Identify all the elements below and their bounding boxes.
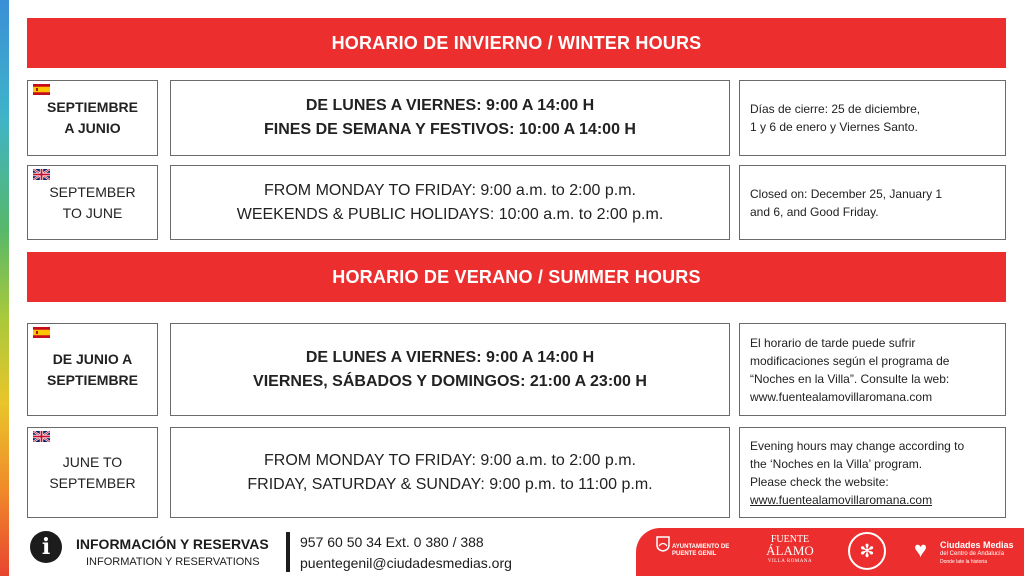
uk-flag-icon [33, 431, 50, 442]
period-line: DE JUNIO A [52, 350, 133, 367]
winter-en-period-text [38, 182, 148, 224]
logo-text: PUENTE GENIL [672, 551, 717, 557]
hours-line: DE LUNES A VIERNES: 9:00 A 14:00 H [305, 348, 595, 366]
hours-line: VIERNES, SÁBADOS Y DOMINGOS: 21:00 A 23:00 H [253, 372, 647, 390]
hours-line: FROM MONDAY TO FRIDAY: 9:00 a.m. to 2:00 p.m. [264, 451, 636, 469]
note-line: El horario de tarde puede sufrir [750, 335, 916, 350]
period-line: JUNE TO [62, 453, 123, 470]
logo-text: ÁLAMO [766, 543, 814, 558]
winter-en-period-box [27, 165, 158, 240]
website-text: www.fuentealamovillaromana.com [750, 389, 933, 404]
info-icon-glyph: i [41, 534, 51, 560]
note-line: Closed on: December 25, January 1 [750, 186, 943, 201]
hours-line: WEEKENDS & PUBLIC HOLIDAYS: 10:00 a.m. to 2:00 p.m. [236, 205, 664, 223]
summer-es-period-text [38, 349, 148, 391]
winter-es-note-box [739, 80, 1006, 156]
summer-es-note-box [739, 323, 1006, 416]
winter-en-note-box [739, 165, 1006, 240]
period-line: SEPTEMBER [49, 183, 136, 200]
summer-banner-title: HORARIO DE VERANO / SUMMER HOURS [332, 266, 701, 287]
seal-logo-icon: ✻ [848, 532, 886, 570]
note-line: modificaciones según el programa de [750, 353, 950, 368]
summer-es-hours-box [170, 323, 730, 416]
info-title: INFORMACIÓN Y RESERVAS [76, 536, 269, 552]
logo-text: Donde late la historia [940, 559, 987, 565]
ayuntamiento-crest-icon [656, 536, 670, 552]
logo-text: FUENTE [770, 534, 810, 545]
hours-line: FINES DE SEMANA Y FESTIVOS: 10:00 A 14:00 H [264, 121, 636, 138]
period-line: SEPTIEMBRE [46, 371, 138, 388]
note-line: “Noches en la Villa”. Consulte la web: [750, 371, 950, 386]
period-line: TO JUNE [62, 204, 123, 221]
period-line: SEPTIEMBRE [46, 99, 138, 115]
website-link[interactable]: www.fuentealamovillaromana.com [750, 492, 933, 507]
phone-number[interactable]: 957 60 50 34 Ext. 0 380 / 388 [300, 534, 484, 550]
footer-divider [286, 532, 290, 572]
spain-flag-icon [33, 327, 50, 338]
note-line: the ‘Noches en la Villa’ program. [750, 456, 923, 471]
info-icon [30, 531, 62, 563]
note-line: and 6, and Good Friday. [750, 204, 879, 219]
logo-text: VILLA ROMANA [767, 559, 813, 564]
email-address[interactable]: puentegenil@ciudadesmedias.org [300, 555, 512, 571]
note-line: Días de cierre: 25 de diciembre, [750, 102, 921, 116]
hours-line: FRIDAY, SATURDAY & SUNDAY: 9:00 p.m. to 11:00 p.m. [247, 475, 653, 493]
uk-flag-icon [33, 169, 50, 180]
winter-es-period-box [27, 80, 158, 156]
winter-hours-banner [27, 18, 1006, 68]
heart-icon: ♥ [914, 537, 928, 562]
logo-text: Ciudades Medias [940, 540, 1014, 550]
hours-line: DE LUNES A VIERNES: 9:00 A 14:00 H [305, 97, 595, 114]
note-line: 1 y 6 de enero y Viernes Santo. [750, 120, 918, 134]
spain-flag-icon [33, 84, 50, 95]
summer-en-period-box [27, 427, 158, 518]
period-line: SEPTEMBER [49, 474, 136, 491]
summer-hours-banner [27, 252, 1006, 302]
summer-es-period-box [27, 323, 158, 416]
summer-en-note-box [739, 427, 1006, 518]
winter-es-period-text [38, 97, 148, 139]
period-line: A JUNIO [64, 120, 121, 136]
note-line: Please check the website: [750, 474, 889, 489]
fuente-alamo-logo [760, 534, 820, 567]
logo-text: AYUNTAMIENTO DE [672, 544, 730, 550]
logo-text: del Centro de Andalucía [940, 551, 1005, 557]
summer-en-hours-box [170, 427, 730, 518]
winter-es-hours-box [170, 80, 730, 156]
winter-en-hours-box [170, 165, 730, 240]
hours-line: FROM MONDAY TO FRIDAY: 9:00 a.m. to 2:00 p.m. [264, 181, 636, 199]
winter-banner-title: HORARIO DE INVIERNO / WINTER HOURS [331, 32, 702, 53]
summer-en-period-text [38, 452, 148, 494]
ayuntamiento-logo [656, 536, 742, 558]
decorative-rainbow-strip [0, 0, 9, 576]
note-line: Evening hours may change according to [750, 438, 965, 453]
info-subtitle: INFORMATION Y RESERVATIONS [86, 556, 260, 568]
